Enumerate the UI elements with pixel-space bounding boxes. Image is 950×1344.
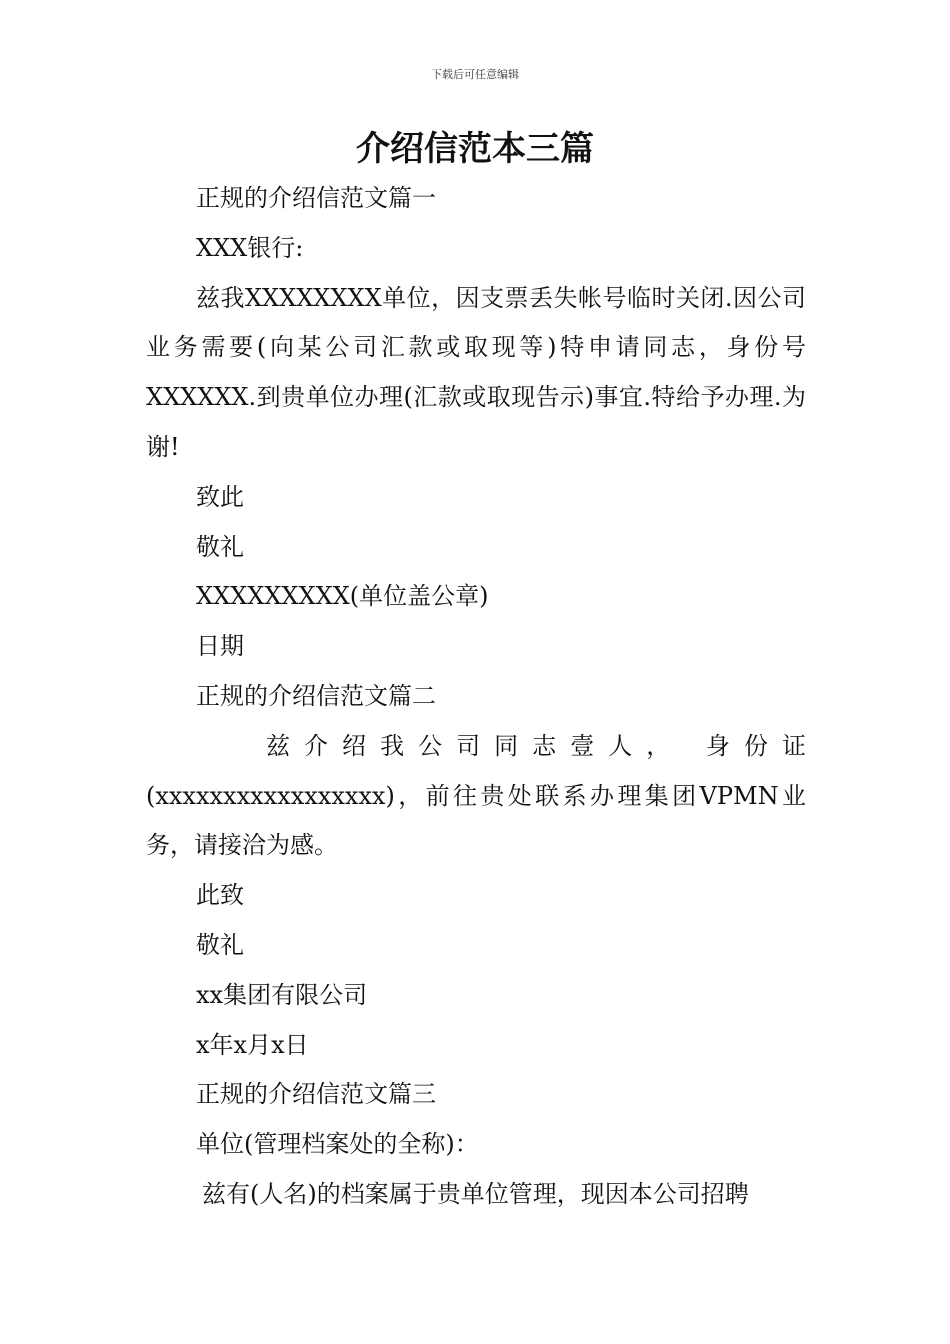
letter1-date: 日期 [196, 632, 244, 661]
letter3-heading: 正规的介绍信范文篇三 [196, 1080, 436, 1109]
letter2-heading: 正规的介绍信范文篇二 [196, 681, 436, 710]
letter2-date: x年x月x日 [196, 1030, 309, 1059]
page-header-note: 下载后可任意编辑 [431, 68, 519, 81]
letter2-signature: xx集团有限公司 [196, 980, 368, 1009]
letter1-closing-1: 致此 [196, 482, 244, 511]
letter1-body: 兹我XXXXXXXX单位，因支票丢失帐号临时关闭.因公司业务需要(向某公司汇款或取现等)特申请同志，身份号XXXXXX.到贵单位办理(汇款或取现告示)事宜.特给予办理.为谢! [146, 283, 806, 461]
document-body [146, 174, 806, 1220]
letter2-body: 兹介绍我公司同志壹人， 身份证(xxxxxxxxxxxxxxxxx)，前往贵处联系办理集团VPMN业务，请接洽为感。 [146, 731, 806, 860]
letter3-body: 兹有(人名)的档案属于贵单位管理，现因本公司招聘 [202, 1179, 749, 1208]
letter1-closing-2: 敬礼 [196, 532, 244, 561]
letter2-closing-1: 此致 [196, 881, 244, 910]
letter1-signature: XXXXXXXXX(单位盖公章) [196, 582, 489, 611]
letter1-salutation: XXX银行: [196, 233, 304, 262]
document-title: 介绍信范本三篇 [356, 129, 594, 169]
letter2-closing-2: 敬礼 [196, 930, 244, 959]
letter3-salutation: 单位(管理档案处的全称)： [196, 1130, 479, 1159]
letter1-heading: 正规的介绍信范文篇一 [196, 184, 436, 212]
